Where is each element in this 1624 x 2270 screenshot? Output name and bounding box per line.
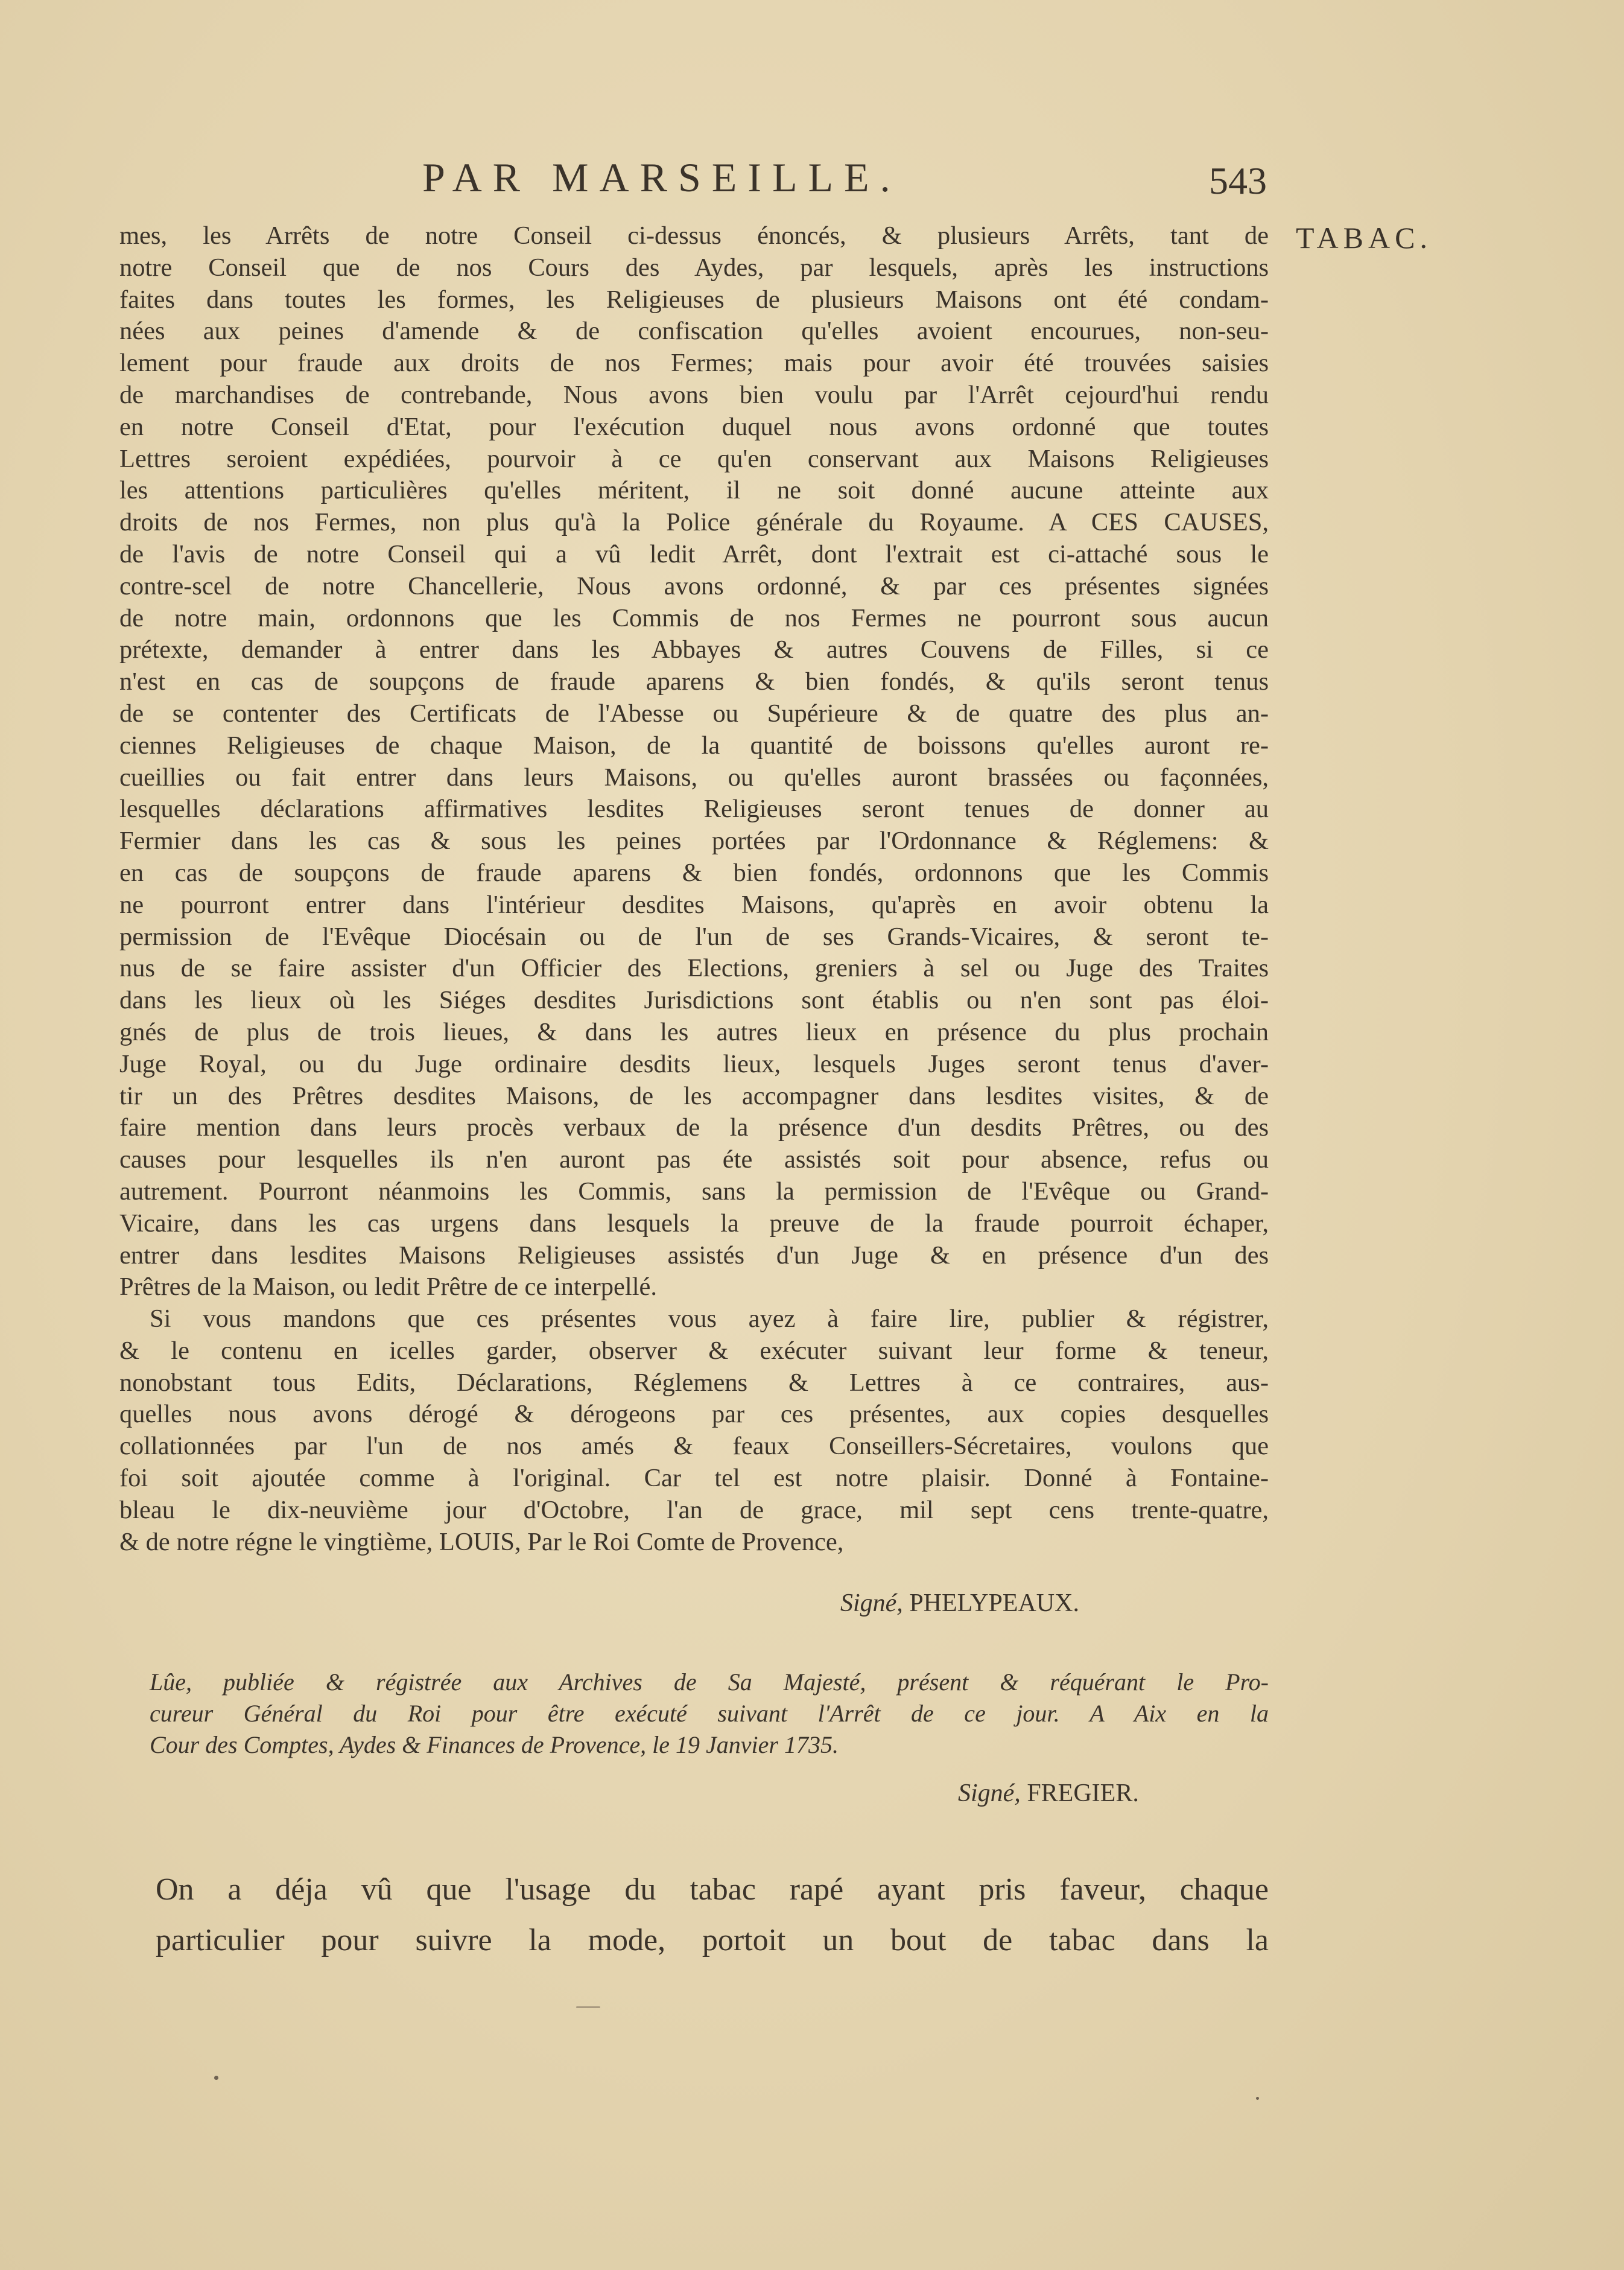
text-line: ne pourront entrer dans l'intérieur desdites Maisons, qu'après en avoir obtenu la [119,890,1269,919]
signature-label: Signé, [958,1779,1021,1807]
paper-speck [576,2006,600,2008]
signature-phelypeaux [840,1589,1079,1618]
text-line: & de notre régne le vingtième, LOUIS, Par le Roi Comte de Provence, [119,1527,844,1556]
text-line: contre-scel de notre Chancellerie, Nous avons ordonné, & par ces présentes signées [119,571,1269,600]
text-line: Fermier dans les cas & sous les peines portées par l'Ordonnance & Réglemens: & [119,827,1269,856]
text-line: en cas de soupçons de fraude aparens & bien fondés, ordonnons que les Commis [119,858,1269,887]
text-line: notre Conseil que de nos Cours des Aydes, par lesquels, après les instructions [119,253,1269,282]
text-line: collationnées par l'un de nos amés & feaux Conseillers-Sécretaires, voulons que [119,1432,1269,1461]
text-line: faites dans toutes les formes, les Religieuses de plusieurs Maisons ont été condam- [119,285,1269,314]
running-title: PAR MARSEILLE. [422,154,901,200]
text-line: dans les lieux où les Siéges desdites Jurisdictions sont établis ou n'en sont pas éloi- [119,986,1269,1015]
text-line: en notre Conseil d'Etat, pour l'exécution duquel nous avons ordonné que toutes [119,412,1269,441]
text-line: foi soit ajoutée comme à l'original. Car tel est notre plaisir. Donné à Fontaine- [119,1464,1269,1493]
text-line: les attentions particulières qu'elles méritent, il ne soit donné aucune atteinte aux [119,476,1269,505]
registration-line: Cour des Comptes, Aydes & Finances de Provence, le 19 Janvier 1735. [150,1731,839,1758]
commentary-line: On a déja vû que l'usage du tabac rapé ayant pris faveur, chaque [156,1872,1269,1907]
text-line: Juge Royal, ou du Juge ordinaire desdits lieux, lesquels Juges seront tenus d'aver- [119,1049,1269,1078]
registration-line: cureur Général du Roi pour être exécuté suivant l'Arrêt de ce jour. A Aix en la [150,1700,1269,1727]
registration-line: Lûe, publiée & régistrée aux Archives de Sa Majesté, présent & réquérant le Pro- [150,1668,1269,1696]
text-line: faire mention dans leurs procès verbaux de la présence d'un desdits Prêtres, ou des [119,1113,1269,1142]
text-line: ciennes Religieuses de chaque Maison, de la quantité de boissons qu'elles auront re- [119,731,1269,760]
text-line: prétexte, demander à entrer dans les Abbayes & autres Couvens de Filles, si ce [119,635,1269,664]
signature-fregier [958,1779,1139,1808]
signature-label: Signé, [840,1589,903,1617]
text-line: Si vous mandons que ces présentes vous ayez à faire lire, publier & régistrer, [150,1305,1269,1334]
registration-note [150,1667,1269,1761]
text-line: n'est en cas de soupçons de fraude aparens & bien fondés, & qu'ils seront tenus [119,667,1269,696]
commentary-text [156,1865,1269,1966]
text-line: nées aux peines d'amende & de confiscation qu'elles avoient encourues, non-seu- [119,317,1269,346]
text-line: Vicaire, dans les cas urgens dans lesquels la preuve de la fraude pourroit échaper, [119,1209,1269,1238]
text-line: gnés de plus de trois lieues, & dans les autres lieux en présence du plus prochain [119,1017,1269,1046]
text-line: de notre main, ordonnons que les Commis de nos Fermes ne pourront sous aucun [119,603,1269,632]
signatory-name: FREGIER. [1027,1779,1139,1807]
paper-speck [1256,2097,1259,2100]
text-line: autrement. Pourront néanmoins les Commis, sans la permission de l'Evêque ou Grand- [119,1177,1269,1206]
paper-speck [214,2076,218,2080]
text-line: & le contenu en icelles garder, observer & exécuter suivant leur forme & teneur, [119,1336,1269,1365]
text-line: permission de l'Evêque Diocésain ou de l'un de ses Grands-Vicaires, & seront te- [119,922,1269,951]
text-line: nus de se faire assister d'un Officier des Elections, greniers à sel ou Juge des Traites [119,954,1269,983]
commentary-line: particulier pour suivre la mode, portoit un bout de tabac dans la [156,1923,1269,1957]
text-line: causes pour lesquelles ils n'en auront pas éte assistés soit pour absence, refus ou [119,1145,1269,1174]
page-header [422,154,1267,202]
text-line: quelles nous avons dérogé & dérogeons par ces présentes, aux copies desquelles [119,1400,1269,1429]
text-line: mes, les Arrêts de notre Conseil ci-dessus énoncés, & plusieurs Arrêts, tant de [119,221,1269,250]
ordinance-text [119,220,1269,1558]
marginal-note: TABAC. [1296,221,1432,255]
text-line: Lettres seroient expédiées, pourvoir à ce qu'en conservant aux Maisons Religieuses [119,444,1269,473]
text-line: cueillies ou fait entrer dans leurs Maisons, ou qu'elles auront brassées ou façonnées, [119,763,1269,792]
text-line: lesquelles déclarations affirmatives lesdites Religieuses seront tenues de donner au [119,795,1269,824]
text-line: Prêtres de la Maison, ou ledit Prêtre de ce interpellé. [119,1273,658,1302]
text-line: droits de nos Fermes, non plus qu'à la Police générale du Royaume. A CES CAUSES, [119,508,1269,537]
signatory-name: PHELYPEAUX. [909,1589,1079,1617]
text-line: bleau le dix-neuvième jour d'Octobre, l'an de grace, mil sept cens trente-quatre, [119,1495,1269,1524]
text-line: lement pour fraude aux droits de nos Fermes; mais pour avoir été trouvées saisies [119,349,1269,378]
page-number: 543 [1209,159,1267,202]
text-line: de se contenter des Certificats de l'Abesse ou Supérieure & de quatre des plus an- [119,699,1269,728]
text-line: entrer dans lesdites Maisons Religieuses assistés d'un Juge & en présence d'un des [119,1241,1269,1270]
text-line: nonobstant tous Edits, Déclarations, Réglemens & Lettres à ce contraires, aus- [119,1368,1269,1397]
text-line: de l'avis de notre Conseil qui a vû ledit Arrêt, dont l'extrait est ci-attaché sous le [119,539,1269,568]
text-line: de marchandises de contrebande, Nous avons bien voulu par l'Arrêt cejourd'hui rendu [119,380,1269,409]
text-line: tir un des Prêtres desdites Maisons, de les accompagner dans lesdites visites, & de [119,1081,1269,1110]
